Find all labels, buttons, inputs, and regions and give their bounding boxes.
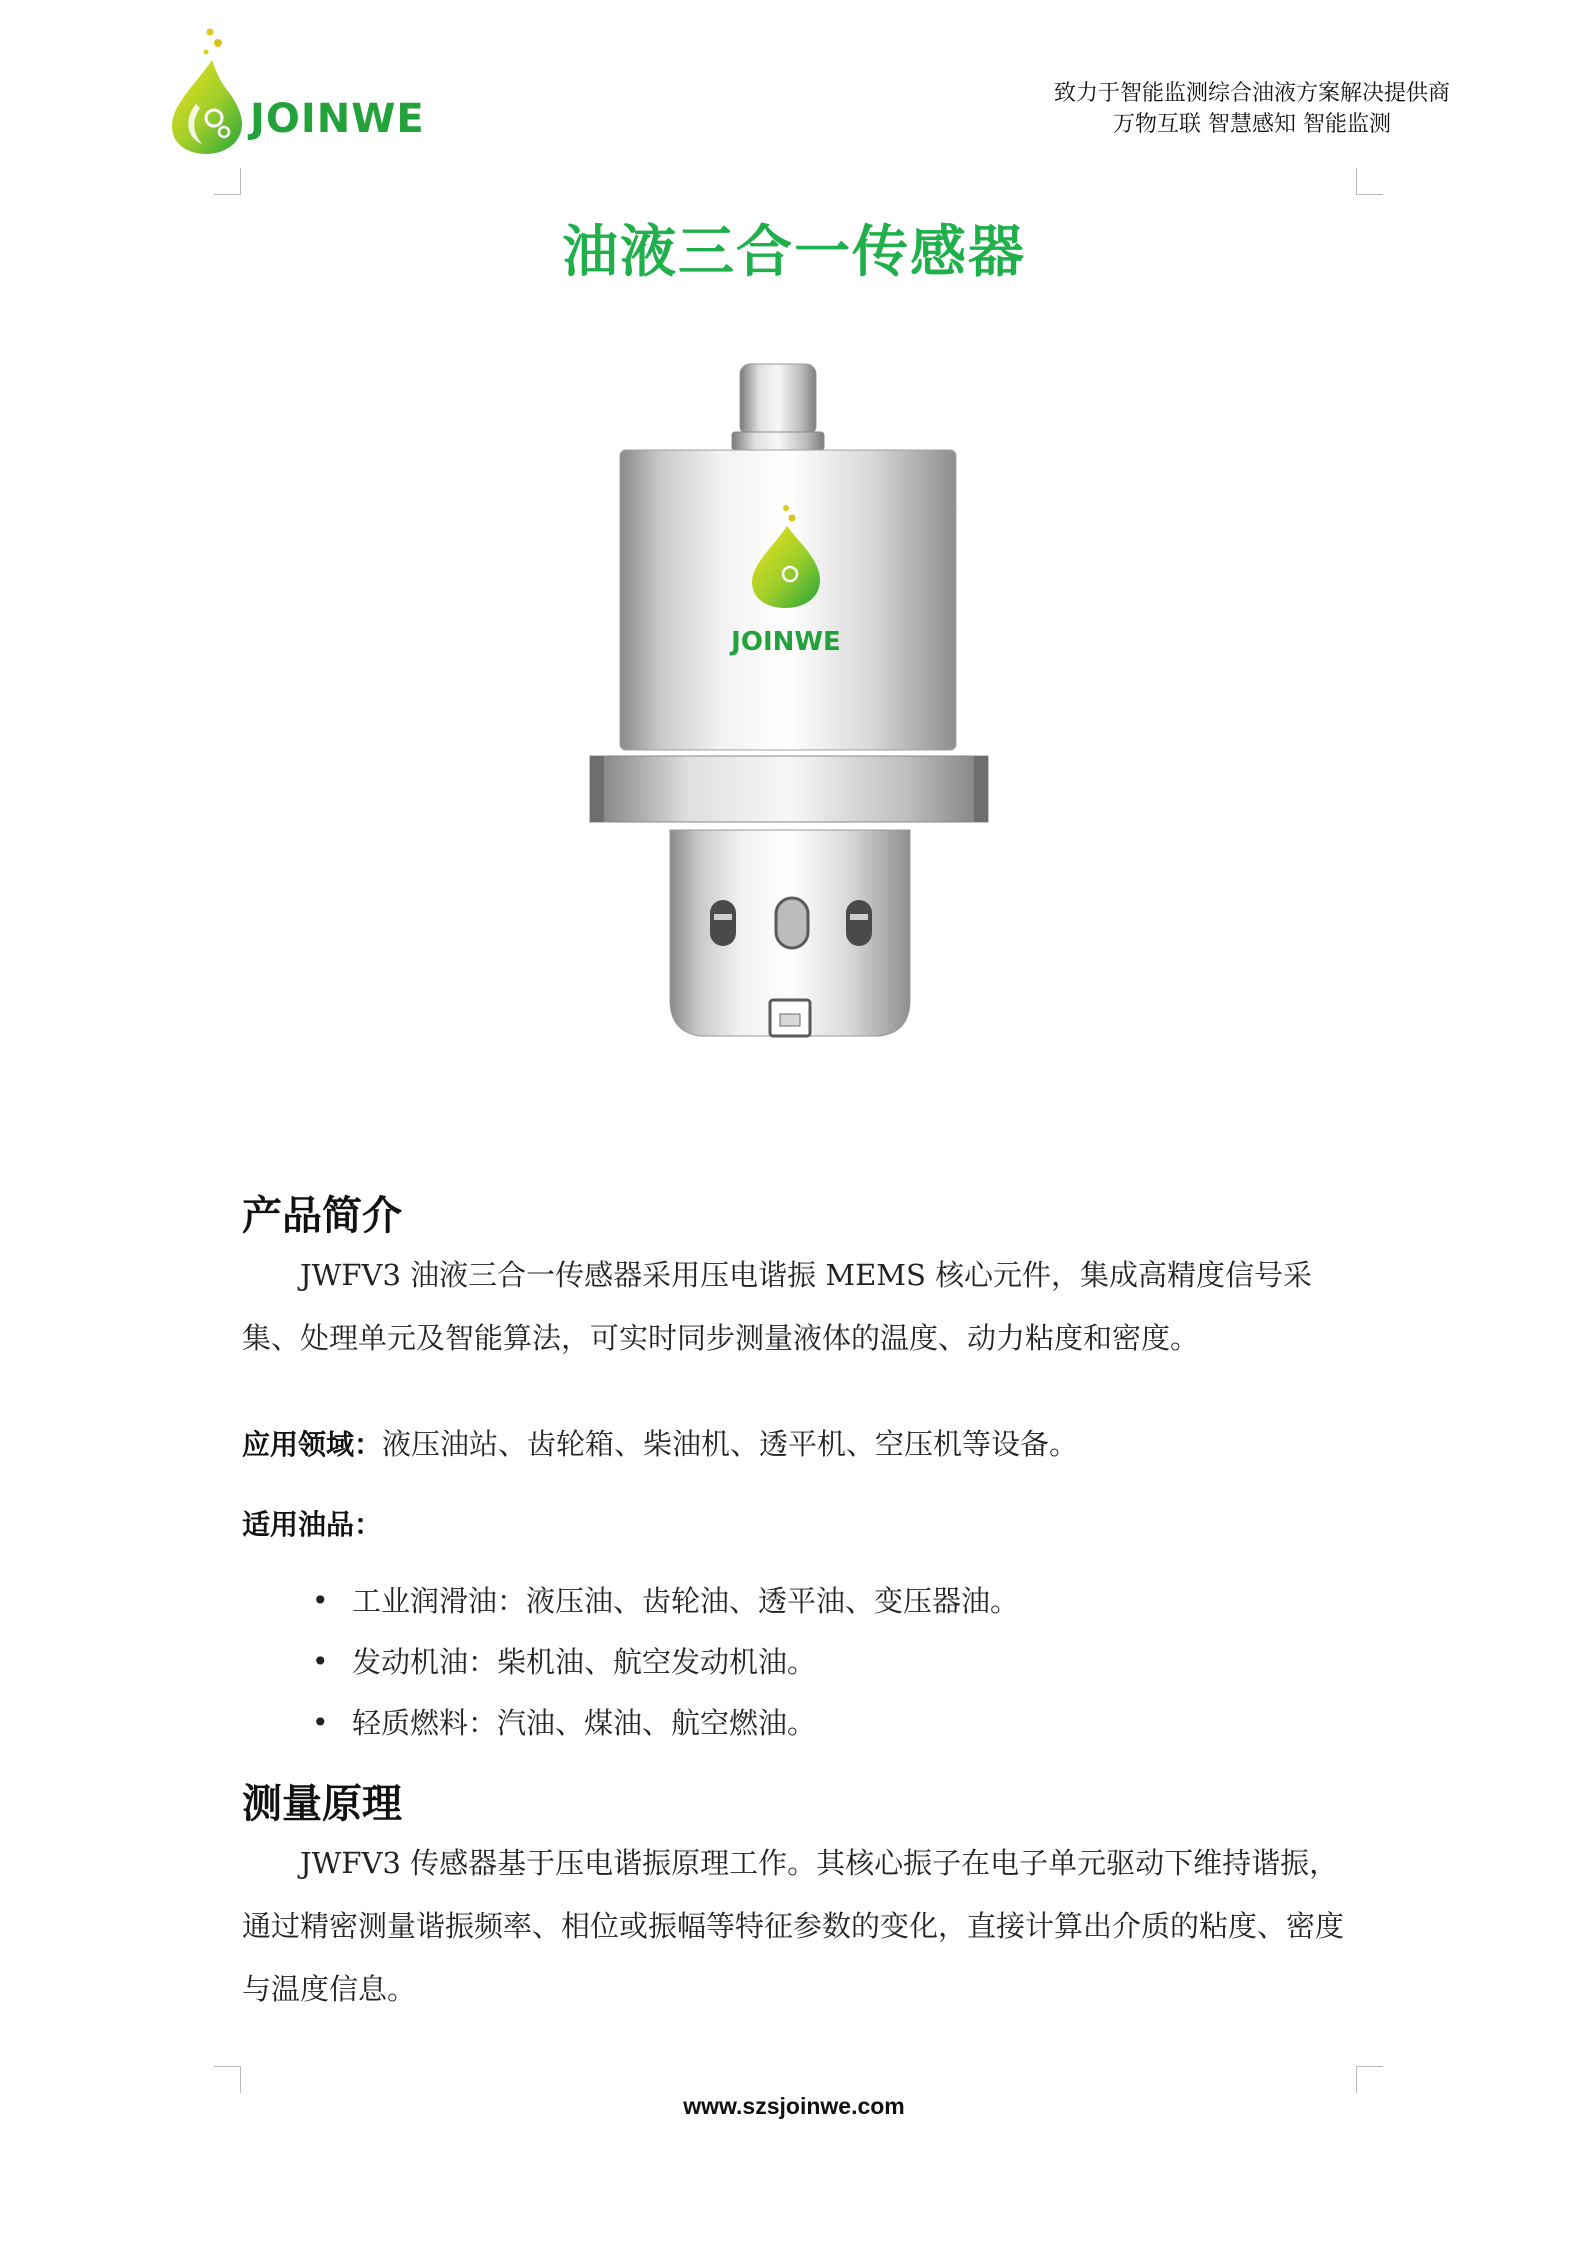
list-item bbox=[312, 1576, 1019, 1637]
company-tagline bbox=[1054, 78, 1450, 140]
list-item bbox=[312, 1698, 1019, 1759]
list-item-text: 发动机油：柴机油、航空发动机油。 bbox=[352, 1645, 817, 1679]
crop-mark-top-right bbox=[1356, 168, 1383, 195]
list-item-text: 轻质燃料：汽油、煤油、航空燃油。 bbox=[352, 1706, 817, 1740]
bullet-icon: • bbox=[312, 1584, 329, 1617]
principle-heading: 测量原理 bbox=[242, 1781, 402, 1827]
tagline-line-2: 万物互联 智慧感知 智能监测 bbox=[1112, 112, 1391, 137]
footer-website-link[interactable]: www.szsjoinwe.com bbox=[683, 2093, 905, 2119]
crop-mark-bottom-right bbox=[1356, 2066, 1383, 2093]
sensor-product-image bbox=[580, 360, 1000, 1040]
crop-mark-bottom-left bbox=[214, 2066, 241, 2093]
page-title: 油液三合一传感器 bbox=[562, 219, 1026, 285]
oils-list bbox=[312, 1576, 1019, 1759]
body-logo-text: JOINWE bbox=[731, 627, 841, 657]
tagline-line-1: 致力于智能监测综合油液方案解决提供商 bbox=[1053, 81, 1450, 106]
crop-mark-top-left bbox=[214, 168, 241, 195]
logo-wordmark: JOINWE bbox=[250, 96, 425, 142]
application-line bbox=[242, 1422, 1078, 1463]
intro-heading: 产品简介 bbox=[242, 1193, 402, 1239]
principle-paragraph: JWFV3 传感器基于压电谐振原理工作。其核心振子在电子单元驱动下维持谐振，通过精密测量谐振频率、相位或振幅等特征参数的变化，直接计算出介质的粘度、密度与温度信息。 bbox=[242, 1846, 1345, 2006]
bullet-icon: • bbox=[312, 1706, 329, 1739]
application-text: 液压油站、齿轮箱、柴油机、透平机、空压机等设备。 bbox=[382, 1427, 1079, 1461]
bullet-icon: • bbox=[312, 1645, 329, 1678]
oils-label: 适用油品： bbox=[242, 1508, 383, 1541]
oils-line bbox=[242, 1503, 382, 1543]
intro-paragraph: JWFV3 油液三合一传感器采用压电谐振 MEMS 核心元件，集成高精度信号采集、处理单元及智能算法，可实时同步测量液体的温度、动力粘度和密度。 bbox=[242, 1258, 1313, 1355]
application-label: 应用领域： bbox=[242, 1428, 383, 1461]
list-item-text: 工业润滑油：液压油、齿轮油、透平油、变压器油。 bbox=[352, 1584, 1020, 1618]
sensor-illustration bbox=[580, 360, 1000, 1040]
list-item bbox=[312, 1637, 1019, 1698]
